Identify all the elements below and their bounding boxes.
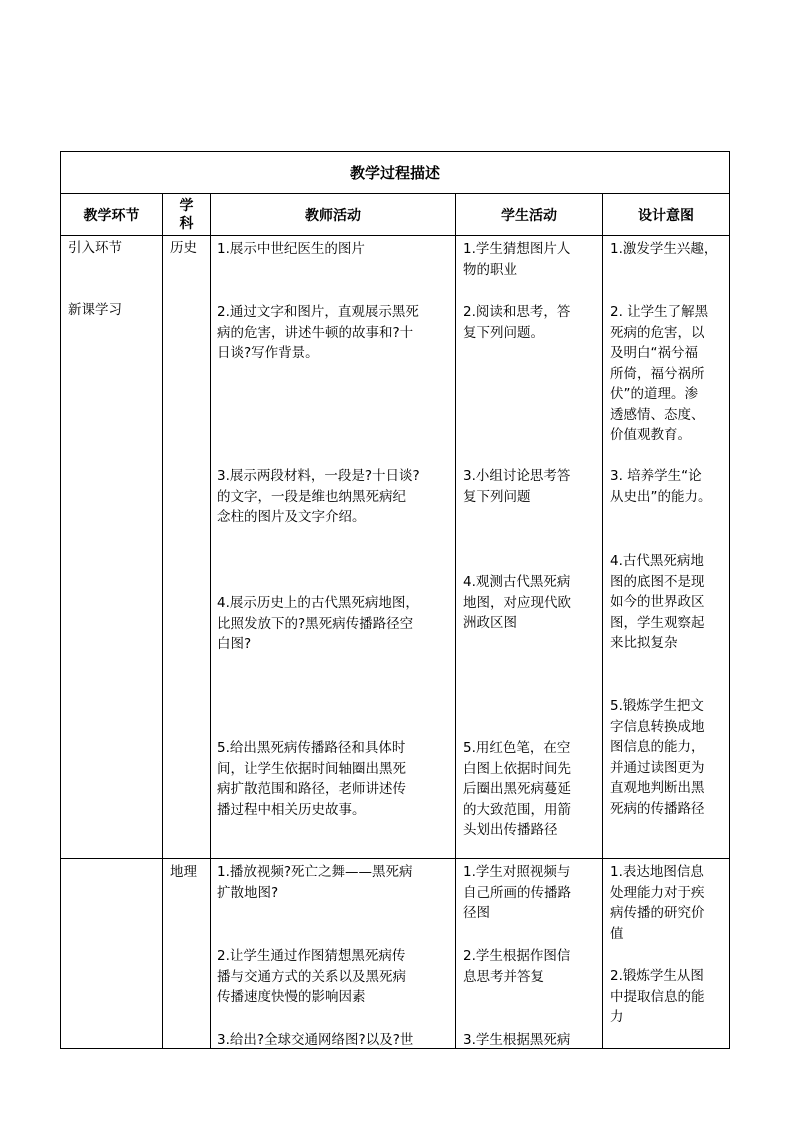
history-design-3: 3. 培养学生“论 从史出”的能力。 xyxy=(610,468,712,505)
col-divider-4 xyxy=(602,193,603,1048)
history-design-5: 5.锻炼学生把文 字信息转换成地 图信息的能力， 并通过读图更为 直观地判断出黑 死病的传播路径 xyxy=(610,698,705,817)
history-teacher-4: 4.展示历史上的古代黑死病地图， 比照发放下的?黑死病传播路径空 白图? xyxy=(217,595,419,652)
history-teacher-5: 5.给出黑死病传播路径和具体时 间，让学生依据时间轴圈出黑死 病扩散范围和路径，老师讲述传 播过程中相关历史故事。 xyxy=(217,740,406,818)
history-student-2: 2.阅读和思考，答 复下列问题。 xyxy=(463,304,571,341)
col-divider-3 xyxy=(455,193,456,1048)
history-design-2: 2. 让学生了解黑 死病的危害，以 及明白“祸兮福 所倚，福兮祸所 伏”的道理。渗 透感情、态度、 价值观教育。 xyxy=(610,304,709,443)
col-divider-2 xyxy=(210,193,211,1048)
history-design-4: 4.古代黑死病地 图的底图不是现 如今的世界政区 图，学生观察起 来比拟复杂 xyxy=(610,553,705,651)
header-student: 学生活动 xyxy=(501,208,557,224)
history-student-1: 1.学生猜想图片人 物的职业 xyxy=(463,241,571,278)
col-divider-1 xyxy=(162,193,163,1048)
header-subject-bottom: 科 xyxy=(179,216,194,232)
geography-student-3: 3.学生根据黑死病 xyxy=(463,1032,571,1048)
stage-intro: 引入环节 xyxy=(68,240,122,256)
history-teacher-1: 1.展示中世纪医生的图片 xyxy=(217,241,365,257)
geography-student-2: 2.学生根据作图信 息思考并答复 xyxy=(463,948,571,985)
history-design-1: 1.激发学生兴趣， xyxy=(610,241,718,257)
header-design: 设计意图 xyxy=(638,208,694,224)
subject-history: 历史 xyxy=(170,240,197,256)
history-teacher-3: 3.展示两段材料，一段是?十日谈? 的文字，一段是维也纳黑死病纪 念柱的图片及文字介绍。 xyxy=(217,468,420,525)
history-student-5: 5.用红色笔，在空 白图上依据时间先 后圈出黑死病蔓延 的大致范围，用箭 头划出传播路径 xyxy=(463,740,571,838)
history-student-3: 3.小组讨论思考答 复下列问题 xyxy=(463,468,571,505)
geography-teacher-3: 3.给出?全球交通网络图?以及?世 xyxy=(217,1032,414,1048)
geography-teacher-2: 2.让学生通过作图猜想黑死病传 播与交通方式的关系以及黑死病 传播速度快慢的影响因素 xyxy=(217,948,406,1005)
subject-geography: 地理 xyxy=(170,864,197,880)
header-subject xyxy=(163,194,210,236)
geography-design-1: 1.表达地图信息 处理能力对于疾 病传播的研究价 值 xyxy=(610,864,705,942)
header-teacher: 教师活动 xyxy=(305,208,361,224)
history-teacher-2: 2.通过文字和图片，直观展示黑死 病的危害，讲述牛顿的故事和?十 日谈?写作背景。 xyxy=(217,304,419,361)
geography-student-1: 1.学生对照视频与 自己所画的传播路 径图 xyxy=(463,864,571,921)
table-title: 教学过程描述 xyxy=(349,164,440,182)
header-stage: 教学环节 xyxy=(83,208,140,224)
geography-design-2: 2.锻炼学生从图 中提取信息的能 力 xyxy=(610,968,705,1025)
header-subject-top: 学 xyxy=(179,198,194,214)
teaching-process-table xyxy=(60,151,730,1049)
geography-teacher-1: 1.播放视频?死亡之舞——黑死病 扩散地图? xyxy=(217,864,413,901)
history-student-4: 4.观测古代黑死病 地图，对应现代欧 洲政区图 xyxy=(463,574,571,631)
stage-new: 新课学习 xyxy=(68,302,122,318)
